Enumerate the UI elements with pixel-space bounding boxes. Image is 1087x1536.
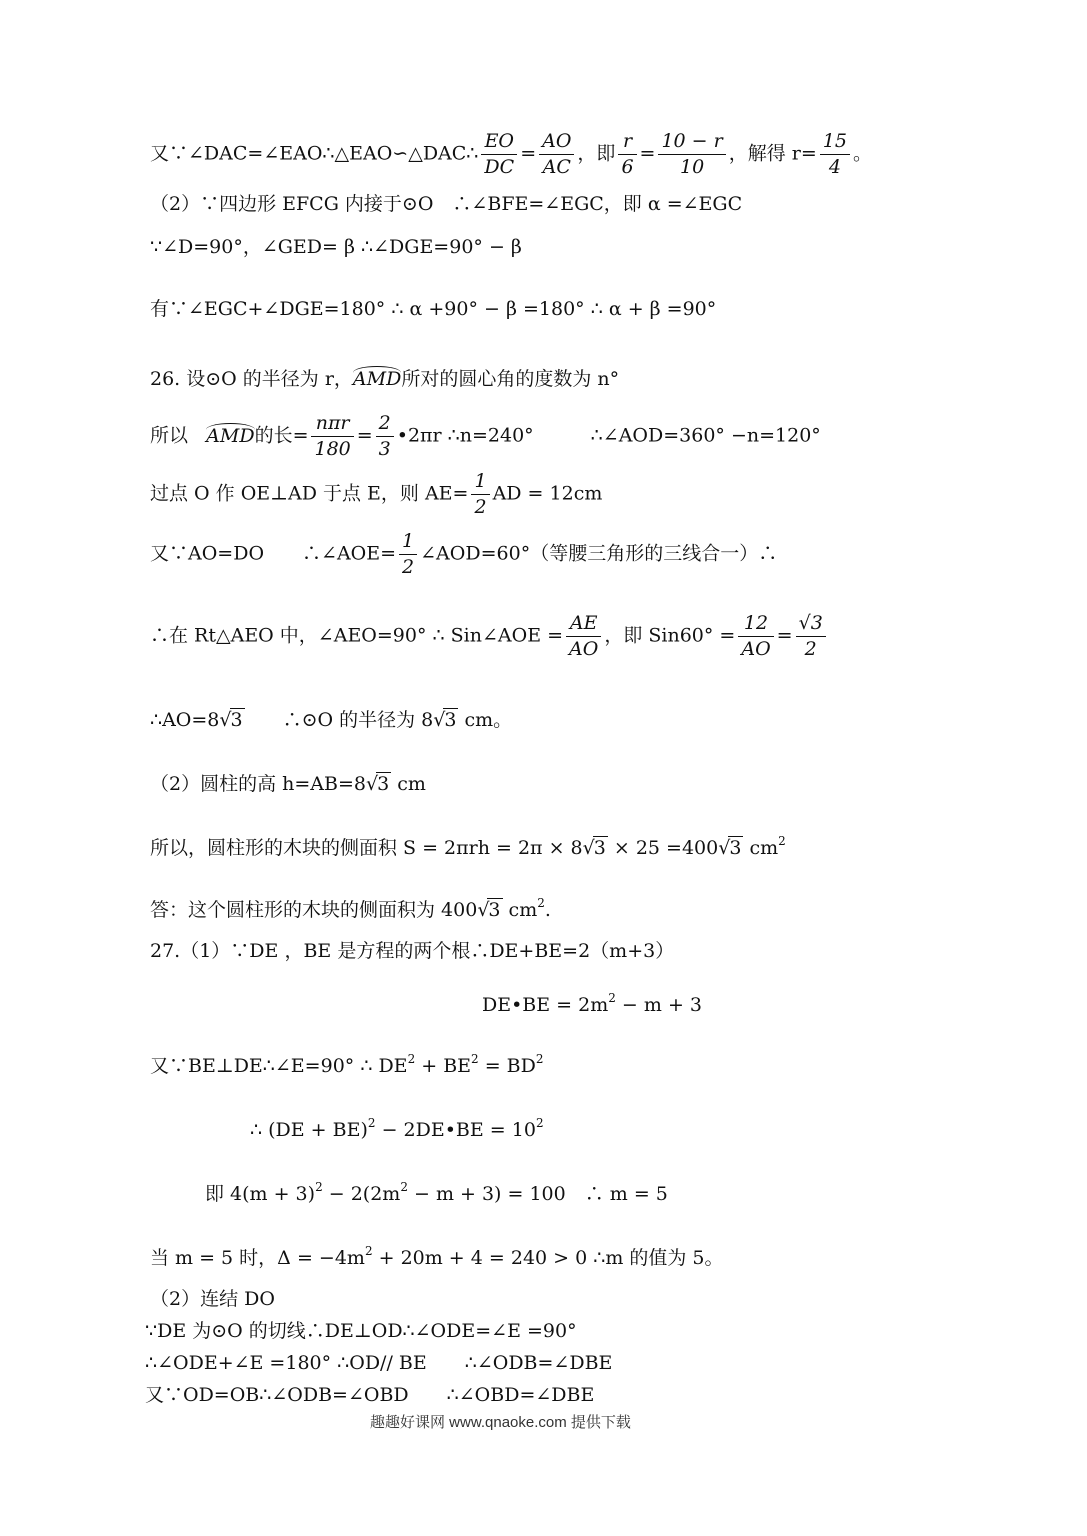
solution-line-2: （2）∵四边形 EFCG 内接于⊙O ∴∠BFE=∠EGC，即 α =∠EGC: [150, 193, 743, 215]
solution-line-17: ∴ (DE + BE)$^2$ − 2DE•BE = $10^2$: [250, 1116, 544, 1141]
solution-line-20: （2）连结 DO: [150, 1288, 275, 1310]
equation-product: DE•BE = $2m^2 - m + 3$: [482, 991, 702, 1016]
solution-line-6: 所以 AMD的长= $\frac{\text{nπr}}{180}$ = $\frac{2}{3}$ •2πr ∴n=240° ∴∠AOD=360° −n=120°: [150, 412, 821, 460]
solution-line-23: 又∵OD=OB∴∠ODB=∠OBD ∴∠OBD=∠DBE: [145, 1384, 595, 1406]
fraction: $\frac{12}{AO}$: [738, 614, 773, 659]
arc-label: AMD: [206, 424, 255, 447]
solution-line-12: 所以，圆柱形的木块的侧面积 S = 2πrh = 2π × 8√3 × 25 =400√3 $cm^2$: [150, 834, 786, 859]
fraction: $\frac{1}{2}$: [471, 472, 489, 517]
page-footer: 趣趣好课网 www.qnaoke.com 提供下载: [370, 1414, 631, 1431]
fraction: $\frac{r}{6}$: [618, 132, 636, 177]
fraction: $\frac{1}{2}$: [399, 532, 417, 577]
fraction: $\frac{15}{4}$: [820, 132, 850, 177]
solution-line-9: ∴在 Rt△AEO 中，∠AEO=90° ∴ Sin∠AOE = $\frac{AE}{AO}$ ，即 Sin60° = $\frac{12}{AO}$ = $\frac{√3}{2}$: [150, 614, 829, 659]
fraction: $\frac{\text{nπr}}{180}$: [311, 414, 353, 459]
solution-line-1: 又∵∠DAC=∠EAO∴△EAO∽△DAC∴ $\frac{EO}{DC}$ = $\frac{AO}{AC}$ ，即 $\frac{r}{6}$ = $\frac{10 - r}{10}$ ，解得 r= $\frac{15}{4}$ 。: [150, 130, 872, 178]
fraction: $\frac{AE}{AO}$: [566, 614, 601, 659]
solution-line-8: 又∵AO=DO ∴∠AOE= $\frac{1}{2}$ ∠AOD=60°（等腰三角形的三线合一）∴: [150, 530, 778, 578]
fraction: $\frac{√3}{2}$: [796, 614, 826, 659]
problem-27-heading: 27.（1）∵DE ，BE 是方程的两个根∴DE+BE=2（m+3）: [150, 940, 675, 962]
answer-line: 答：这个圆柱形的木块的侧面积为 400√3 $cm^2$.: [150, 896, 551, 921]
solution-line-21: ∵DE 为⊙O 的切线∴DE⊥OD∴∠ODE=∠E =90°: [145, 1320, 577, 1342]
solution-line-4: 有∵∠EGC+∠DGE=180° ∴ α +90° − β =180° ∴ α + β =90°: [150, 298, 717, 320]
arc-label: AMD: [352, 368, 402, 390]
problem-26-heading: 26. 设⊙O 的半径为 r，AMD所对的圆心角的度数为 n°: [150, 368, 620, 390]
solution-line-22: ∴∠ODE+∠E =180° ∴OD// BE ∴∠ODB=∠DBE: [145, 1352, 613, 1374]
fraction: $\frac{10 - r}{10}$: [658, 132, 725, 177]
solution-line-7: 过点 O 作 OE⊥AD 于点 E，则 AE= $\frac{1}{2}$ AD = 12cm: [150, 470, 603, 518]
solution-line-10: ∴AO=8√3 ∴⊙O 的半径为 8√3 cm。: [150, 709, 513, 731]
solution-line-11: （2）圆柱的高 h=AB=8√3 cm: [150, 773, 426, 795]
fraction: $\frac{AO}{AC}$: [539, 132, 574, 177]
solution-line-19: 当 m = 5 时，$\Delta = -4m^2 + 20m + 4 = 240 > 0$ ∴m 的值为 5。: [150, 1244, 724, 1269]
fraction: $\frac{EO}{DC}$: [481, 132, 517, 177]
fraction: $\frac{2}{3}$: [376, 414, 394, 459]
solution-line-18: 即 $4(m + 3)^2 - 2(2m^2 - m + 3) = 100$ ∴ m = 5: [205, 1180, 668, 1205]
solution-line-3: ∵∠D=90°，∠GED= β ∴∠DGE=90° − β: [150, 236, 522, 258]
solution-line-16: 又∵BE⊥DE∴∠E=90° ∴ $DE^2 + BE^2 = BD^2$: [150, 1052, 544, 1077]
